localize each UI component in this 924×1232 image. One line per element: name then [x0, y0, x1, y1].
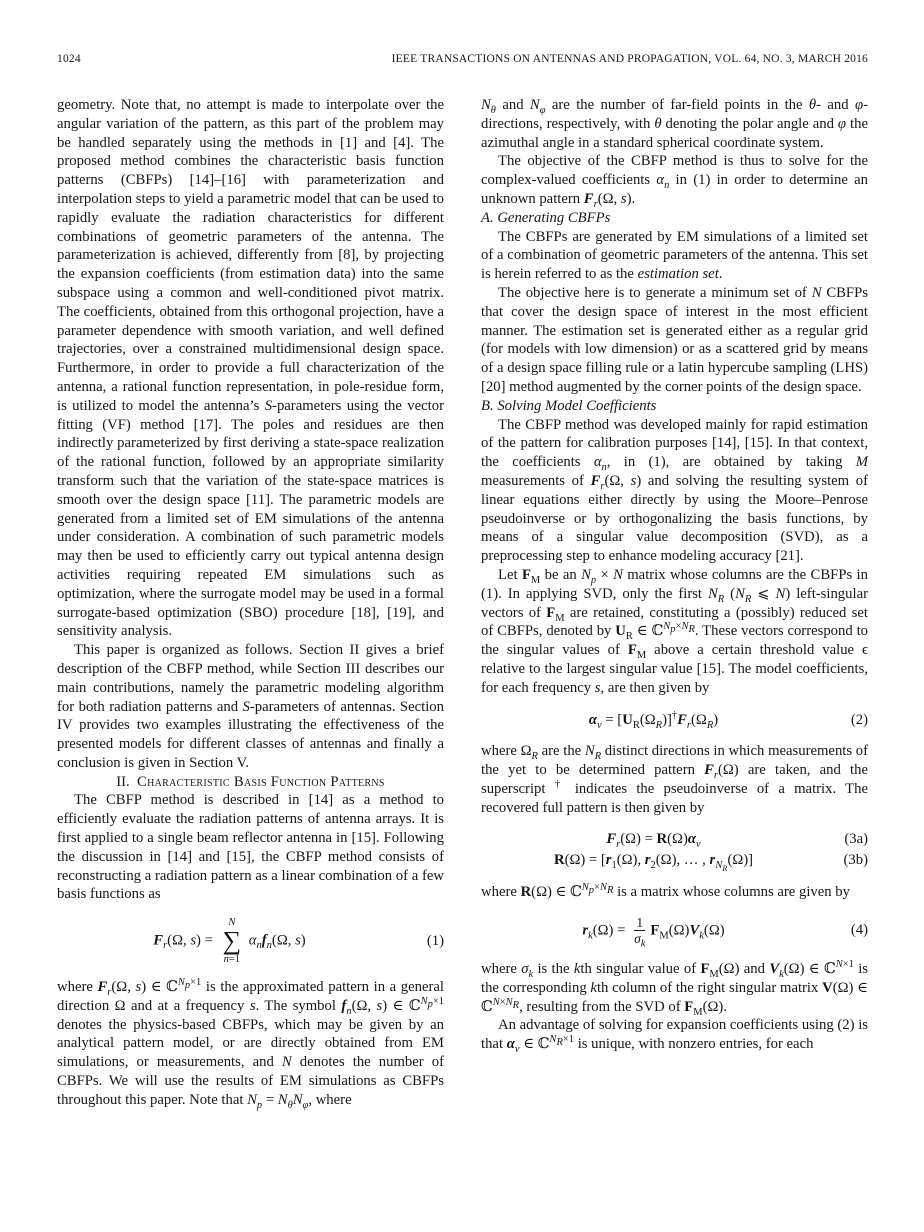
subsection-heading-a: A. Generating CBFPs — [481, 209, 611, 226]
paragraph: where R(Ω) ∈ ℂ$^{N_p\times N_R}$ is a matrix whose columns are given by — [481, 882, 850, 901]
paragraph: This paper is organized as follows. Section II gives a brief description of the CBFP method, while Section III describes our main contributions, namely the parametric modeling algorithm for both radiation patterns and S-parameters of antennas. Section IV provides two examples illustrating the effectiveness of the presented models for different classes of antennas and finally a conclusion is given in Section V. — [57, 642, 444, 771]
equation-body: $\alpha_v = [U_R(\Omega_R)]^\dagger F_r(\Omega_R)$ — [588, 709, 719, 731]
running-head — [57, 53, 868, 65]
two-column-body — [57, 96, 868, 1110]
equation-body: $R(\Omega) = [r_1(\Omega)$, $r_2(\Omega)$, … , $r_{N_R}(\Omega)$] — [553, 852, 754, 874]
section-heading-2 — [57, 773, 444, 792]
paragraph: geometry. Note that, no attempt is made to interpolate over the angular variation of the pattern, as this part of the problem may be handled separately using the methods in [1] and [4]. The proposed method combines the characteristic basis function patterns (CBFPs) [14]–[16] with parameterization and interpolation steps to yield a parametric model that can be used to rapidly evaluate the radiation characteristics for different combinations of geometric parameters of the antenna. The parameterization is achieved, differently from [8], by projecting the expansion coefficients (from estimation data) into the same subspace using a common and well-conditioned pivot matrix. The coefficients, obtained from this orthogonal projection, have a parameter dependence with smooth variation, and well defined trajectories, over a constrained multidimensional design space. Furthermore, in order to provide a full characterization of the antenna, a rational function representation, in pole-residue form, is utilized to model the antenna’s S-parameters using the vector fitting (VF) method [17]. The poles and residues are then indirectly parameterized by first deriving a state-space realization of the rational function, followed by an appropriate similarity transform such that the variation of the state-space matrices is smooth over the design space [11]. The parametric models are generated from a limited set of EM simulations of the antenna under consideration. A combination of such parametric models may then be used to efficiently carry out typical antenna design activities requiring repeated EM simulations such as optimization, where the surrogate model may be used in a formal surrogate-based optimization (SBO) procedure [18], [19], and sensitivity analysis. — [57, 97, 444, 640]
paragraph: The objective of the CBFP method is thus to solve for the complex-valued coefficients $\alpha_n$ in (1) in order to determine an unknown pattern $F_r(\Omega$, s). — [481, 153, 868, 210]
left-column — [57, 96, 444, 1110]
equation-3a — [481, 830, 868, 849]
equation-body: $r_k(\Omega)$ = $\frac{1}{\sigma_k}$ $F_M(\Omega)V_k(\Omega)$ — [582, 914, 725, 951]
paragraph: The CBFP method was developed mainly for rapid estimation of the pattern for calibration purposes [14], [15]. In that context, the coefficients $\alpha_n$, in (1), are obtained by taking M measurements of $F_r(\Omega$, s) and solving the resulting system of linear equations either directly by using the Moore–Penrose pseudoinverse or by orthogonalizing the basis functions, by means of a singular value decomposition (SVD), as a preprocessing step to enhance modeling accuracy [21]. — [481, 416, 869, 565]
paragraph: where $\Omega_R$ are the $N_R$ distinct directions in which measurements of the yet to be determined pattern $F_r(\Omega)$ are taken, and the superscript † indicates the pseudoinverse of a matrix. The recovered full pattern is then given by — [481, 743, 869, 816]
paragraph: $N_\theta$ and $N_\varphi$ are the number of far-field points in the θ- and φ-directions, respectively, with θ denoting the polar angle and φ the azimuthal angle in a standard spherical coordinate system. — [481, 97, 869, 151]
equation-number: (2) — [850, 711, 868, 728]
paragraph: The CBFP method is described in [14] as a method to efficiently evaluate the radiation patterns of antenna arrays. It is first applied to a single beam reflector antenna in [15]. Following the discussion in [14] and [15], the CBFP method consists of reconstructing a radiation pattern as a linear combination of a few basis functions as — [57, 792, 444, 903]
equation-number: (4) — [850, 922, 868, 939]
paragraph: Let $F_M$ be an $N_p \times N$ matrix whose columns are the CBFPs in (1). In applying SVD, only the first $N_R$ ($N_R$ ⩽ N) left-singular vectors of $F_M$ are retained, constituting a (possibly) reduced set of CBFPs, denoted by $U_R$ ∈ ℂ$^{N_p\times N_R}$. These vectors correspond to the singular values of $F_M$ above a certain threshold value ϵ relative to the largest singular value [15]. The model coefficients, for each frequency s, are then given by — [481, 566, 869, 696]
equation-group-3 — [481, 830, 868, 874]
paragraph: An advantage of solving for expansion coefficients using (2) is that $\alpha_v$ ∈ ℂ$^{N_R\times 1}$ is unique, with nonzero entries, for each — [481, 1017, 868, 1056]
section-title: Characteristic Basis Function Patterns — [137, 773, 385, 790]
paragraph: The CBFPs are generated by EM simulations of a limited set of a combination of geometric parameters of the antenna. This set is herein referred to as the estimation set. — [481, 228, 868, 283]
equation-number: (1) — [426, 932, 444, 949]
page-number: 1024 — [57, 53, 81, 65]
journal-title: IEEE TRANSACTIONS ON ANTENNAS AND PROPAGATION, VOL. 64, NO. 3, MARCH 2016 — [391, 53, 868, 65]
equation-2 — [481, 711, 868, 730]
paragraph: where $F_r(\Omega$, s) ∈ ℂ$^{N_p\times 1}$ is the approximated pattern in a general direction Ω and at a frequency s. The symbol $f_n(\Omega$, s) ∈ ℂ$^{N_p\times 1}$ denotes the physics-based CBFPs, which may be given by an analytical pattern model, or are directly obtained from EM simulations, or measurements, and N denotes the number of CBFPs. We will use the results of EM simulations as CBFPs throughout this paper. Note that $N_p = N_\theta N_\varphi$, where — [57, 977, 445, 1111]
equation-body: $F_r(\Omega) = R(\Omega)\alpha_v$ — [606, 831, 701, 851]
paragraph: where $\sigma_k$ is the kth singular value of $F_M(\Omega)$ and $V_k(\Omega)$ ∈ ℂ$^{N\times 1}$ is the corresponding kth column of the right singular matrix V(Ω) ∈ ℂ$^{N\times N_R}$, resulting from the SVD of $F_M(\Omega)$. — [481, 959, 868, 1018]
paragraph: The objective here is to generate a minimum set of N CBFPs that cover the design space of interest in the most efficient manner. The estimation set is generated either as a regular grid (for models with low dimension) or as a scattered grid by means of a design space filling rule or a latin hypercube sampling (LHS) [20] method augmented by the corner points of the design space. — [481, 284, 868, 395]
equation-4 — [481, 914, 868, 951]
section-number: II. — [116, 773, 130, 790]
right-column — [481, 96, 868, 1110]
equation-body: $F_r(\Omega$, s) = N ∑ n=1 $\alpha_nf_n(\Omega$, s) — [153, 917, 306, 965]
equation-number: (3a) — [844, 831, 868, 848]
equation-3b — [481, 851, 868, 874]
subsection-heading-b: B. Solving Model Coefficients — [481, 397, 657, 414]
equation-1 — [57, 917, 444, 965]
equation-number: (3b) — [843, 852, 868, 869]
